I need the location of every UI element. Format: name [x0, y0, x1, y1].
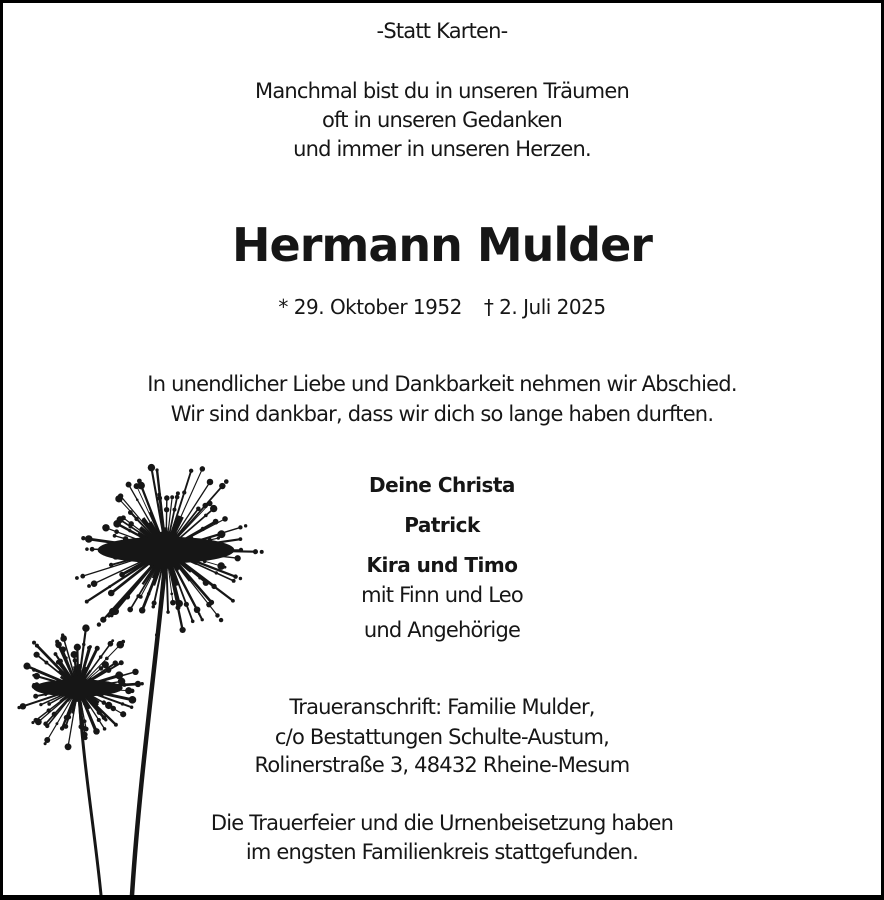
poem-line-3: und immer in unseren Herzen.: [293, 137, 591, 161]
mourner-christa: Deine Christa: [369, 473, 515, 497]
address-line-2: c/o Bestattungen Schulte-Austum,: [274, 725, 610, 749]
mourner-kira-timo: Kira und Timo: [366, 553, 518, 577]
death-date: † 2. Juli 2025: [483, 295, 606, 319]
poem-line-2: oft in unseren Gedanken: [321, 108, 563, 132]
mourner-relatives: und Angehörige: [363, 618, 521, 642]
birth-date: * 29. Oktober 1952: [278, 295, 462, 319]
life-dates: [3, 292, 881, 322]
statt-karten-note: -Statt Karten-: [376, 19, 508, 43]
address-line-3: Rolinerstraße 3, 48432 Rheine-Mesum: [254, 753, 630, 777]
mourner-finn-leo: mit Finn und Leo: [361, 583, 523, 607]
mourner-patrick: Patrick: [404, 513, 480, 537]
funeral-note-line-1: Die Trauerfeier und die Urnenbeisetzung haben: [210, 811, 674, 835]
poem-line-1: Manchmal bist du in unseren Träumen: [255, 79, 629, 103]
address-line-1: Traueranschrift: Familie Mulder,: [289, 695, 595, 719]
farewell-line-1: In unendlicher Liebe und Dankbarkeit nehmen wir Abschied.: [147, 372, 737, 396]
deceased-name: Hermann Mulder: [232, 218, 652, 272]
funeral-note-line-2: im engsten Familienkreis stattgefunden.: [245, 840, 639, 864]
farewell-line-2: Wir sind dankbar, dass wir dich so lange haben durften.: [170, 402, 714, 426]
